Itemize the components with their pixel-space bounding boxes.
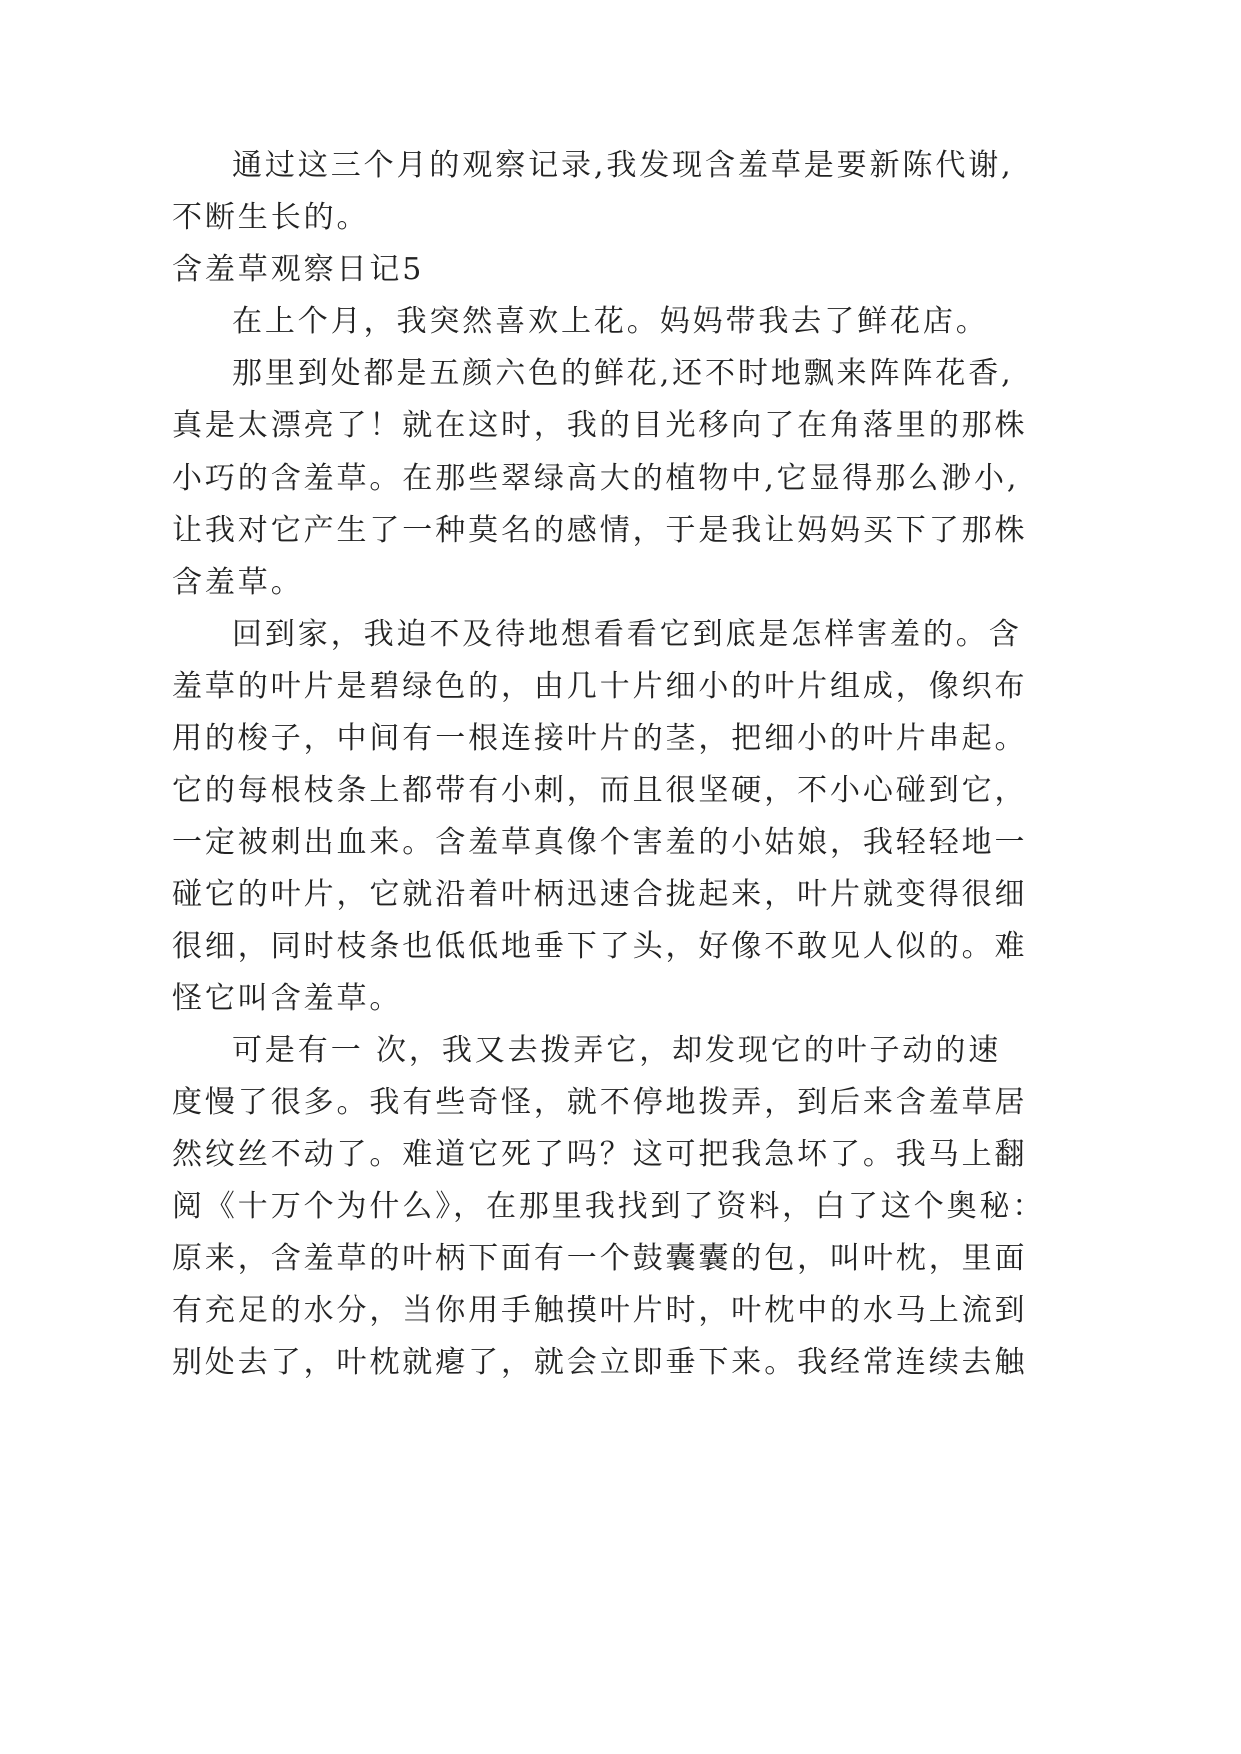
text-line: 羞草的叶片是碧绿色的，由几十片细小的叶片组成，像织布 bbox=[172, 669, 1028, 704]
text-line: 别处去了，叶枕就瘪了，就会立即垂下来。我经常连续去触 bbox=[172, 1345, 1028, 1380]
text-line: 那里到处都是五颜六色的鲜花,还不时地飘来阵阵花香, bbox=[232, 356, 1014, 391]
text-line: 度慢了很多。我有些奇怪，就不停地拨弄，到后来含羞草居 bbox=[172, 1085, 1028, 1120]
text-line: 很细，同时枝条也低低地垂下了头，好像不敢见人似的。难 bbox=[172, 929, 1028, 964]
text-line: 含羞草。 bbox=[172, 565, 304, 600]
section-heading: 含羞草观察日记5 bbox=[172, 252, 425, 287]
text-line: 一定被刺出血来。含羞草真像个害羞的小姑娘，我轻轻地一 bbox=[172, 825, 1028, 860]
text-line: 然纹丝不动了。难道它死了吗？这可把我急坏了。我马上翻 bbox=[172, 1137, 1028, 1172]
text-line: 回到家，我迫不及待地想看看它到底是怎样害羞的。含 bbox=[232, 617, 1022, 652]
text-line: 它的每根枝条上都带有小刺，而且很坚硬，不小心碰到它， bbox=[172, 773, 1028, 808]
text-line: 阅《十万个为什么》，在那里我找到了资料，白了这个奥秘： bbox=[172, 1189, 1046, 1224]
text-line: 碰它的叶片，它就沿着叶柄迅速合拢起来，叶片就变得很细 bbox=[172, 877, 1028, 912]
text-line: 小巧的含羞草。在那些翠绿高大的植物中,它显得那么渺小, bbox=[172, 461, 1020, 496]
text-line: 怪它叫含羞草。 bbox=[172, 981, 403, 1016]
text-line: 可是有一 次，我又去拨弄它，却发现它的叶子动的速 bbox=[232, 1033, 1002, 1068]
text-line: 真是太漂亮了！就在这时，我的目光移向了在角落里的那株 bbox=[172, 408, 1028, 443]
text-line: 让我对它产生了一种莫名的感情，于是我让妈妈买下了那株 bbox=[172, 513, 1028, 548]
text-line: 不断生长的。 bbox=[172, 200, 370, 235]
text-line: 通过这三个月的观察记录,我发现含羞草是要新陈代谢, bbox=[232, 148, 1014, 183]
text-line: 原来，含羞草的叶柄下面有一个鼓囊囊的包，叫叶枕，里面 bbox=[172, 1241, 1028, 1276]
text-line: 有充足的水分，当你用手触摸叶片时，叶枕中的水马上流到 bbox=[172, 1293, 1028, 1328]
text-line: 用的梭子，中间有一根连接叶片的茎，把细小的叶片串起。 bbox=[172, 721, 1028, 756]
text-line: 在上个月，我突然喜欢上花。妈妈带我去了鲜花店。 bbox=[232, 304, 989, 339]
